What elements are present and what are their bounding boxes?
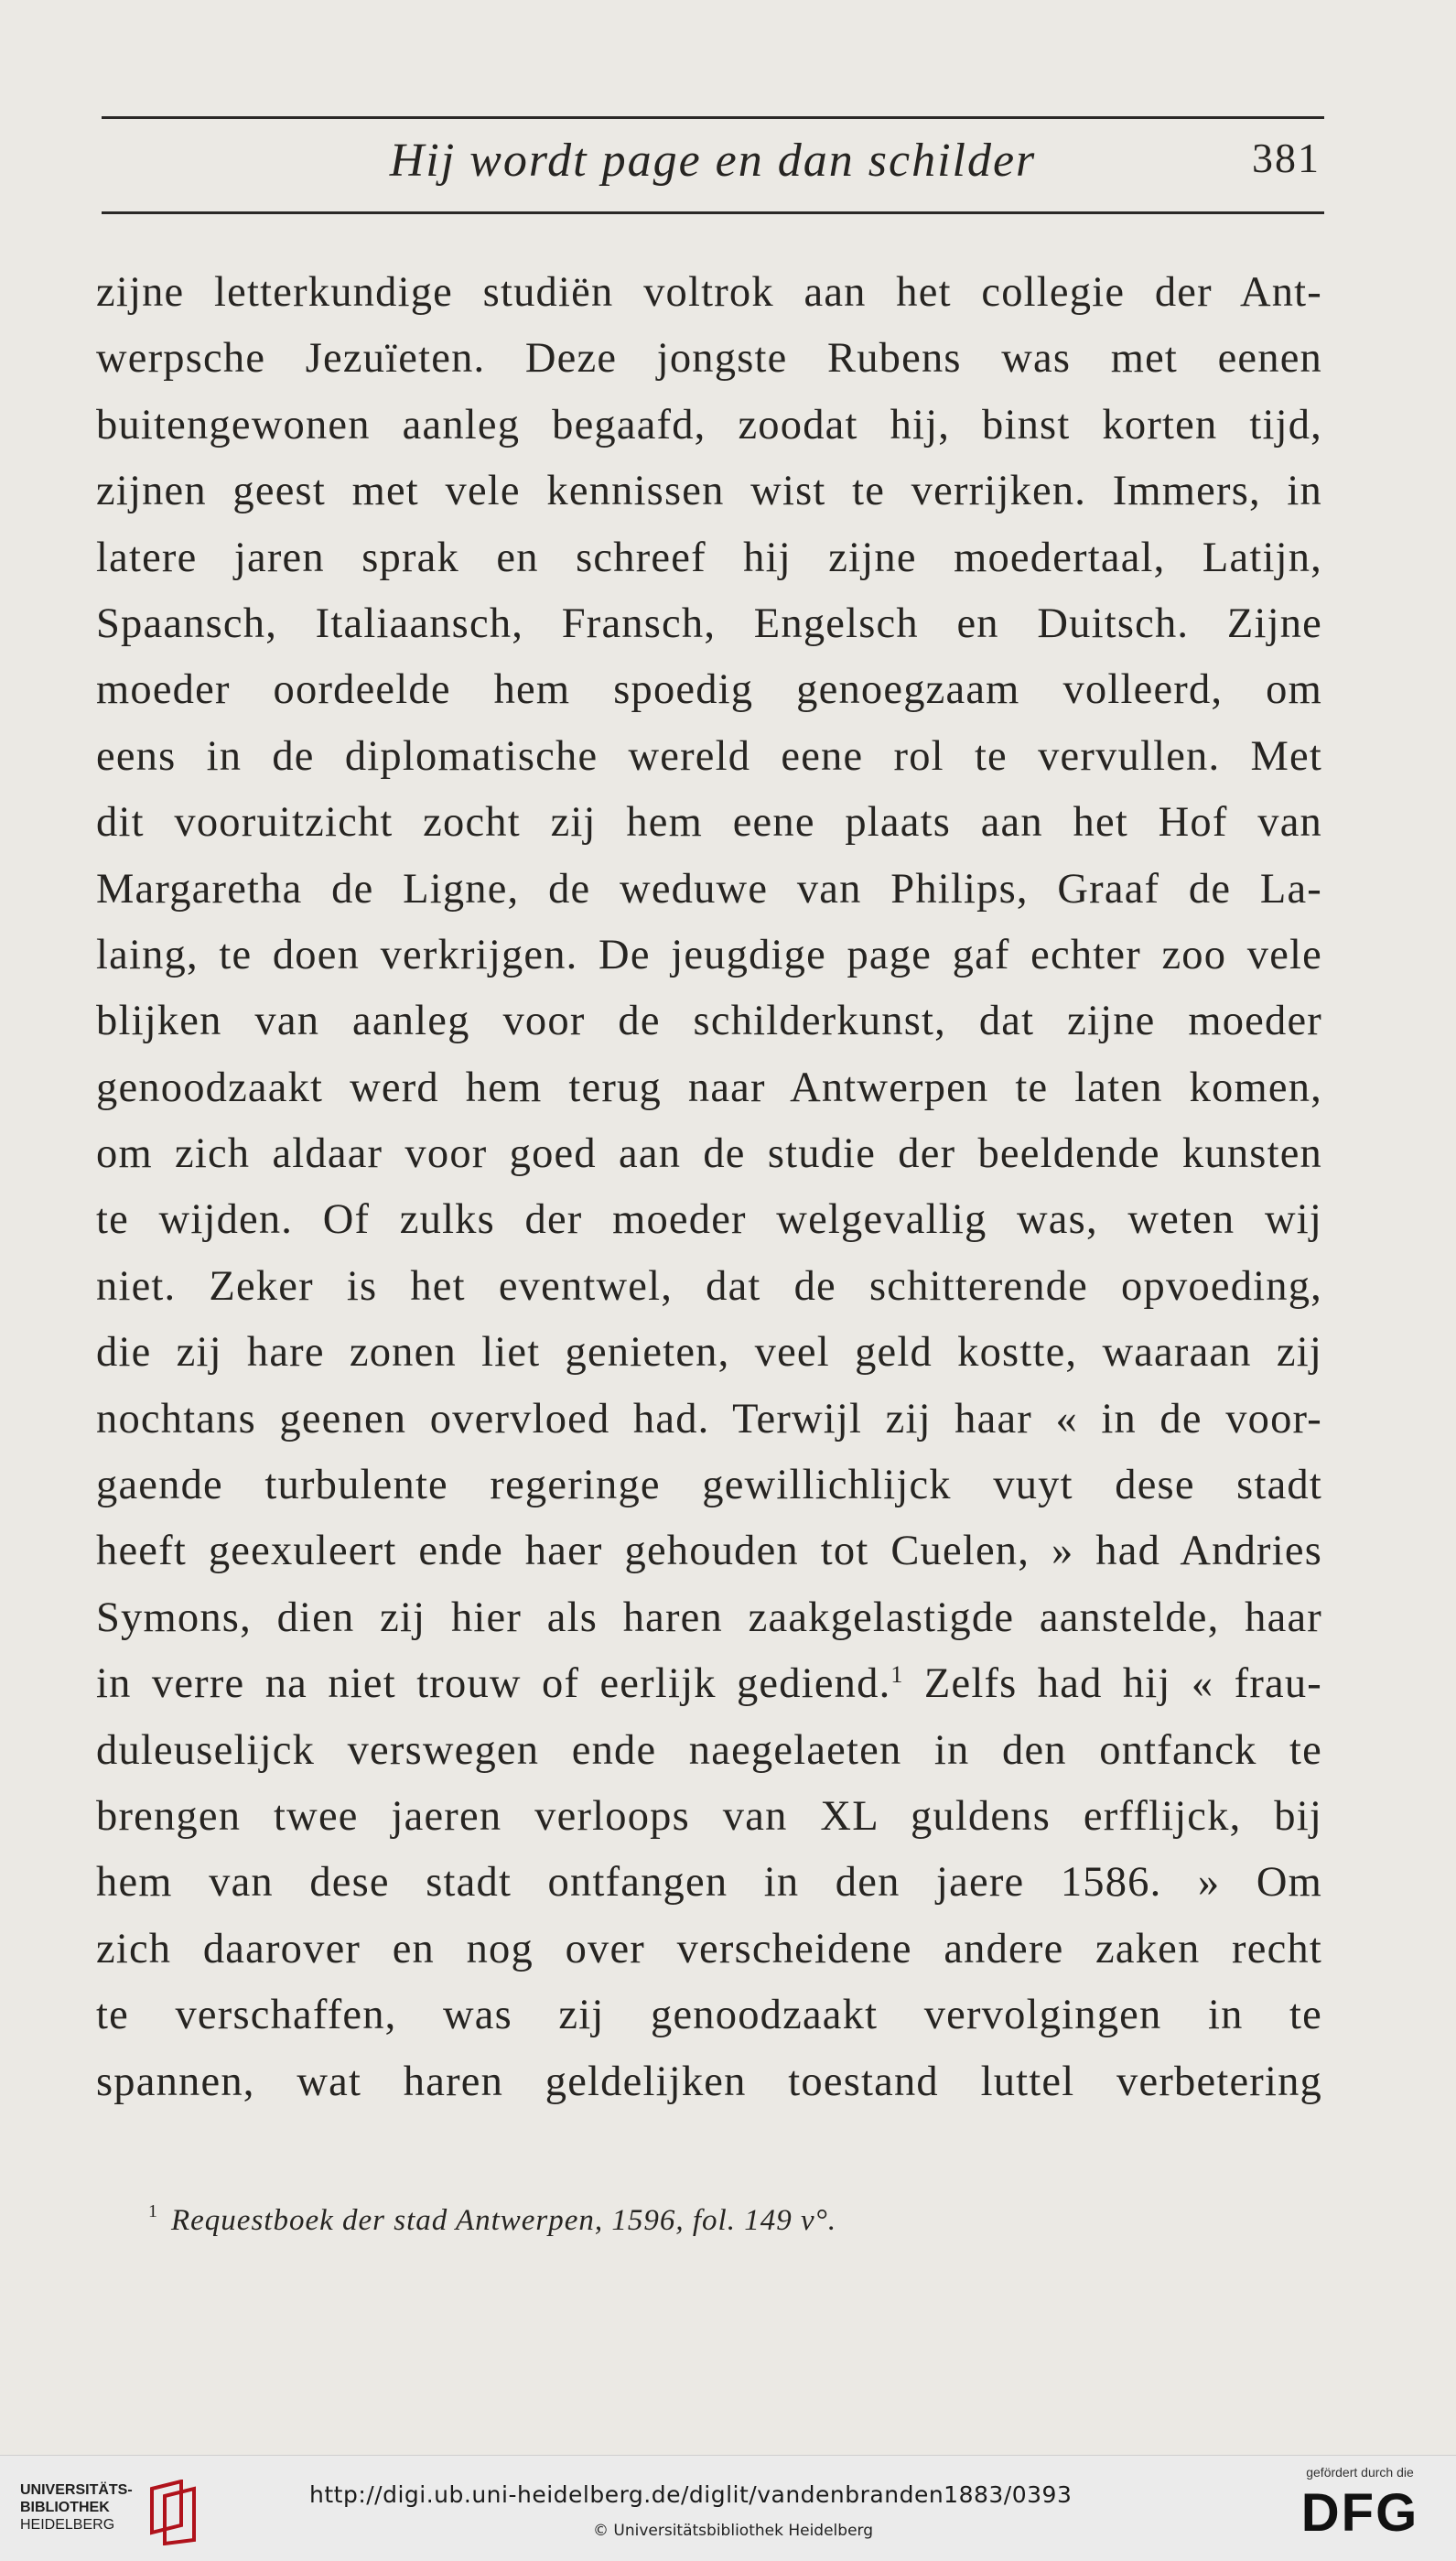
footnote (148, 2201, 1338, 2238)
text-line: hem van dese stadt ontfangen in den jaere 1586. » Om (96, 1859, 1322, 1907)
text-line-tail: Zelfs had hij « frau- (903, 1660, 1322, 1708)
text-line: die zij hare zonen liet genieten, veel geld kostte, waaraan zij (96, 1329, 1322, 1377)
text-line-with-footnote (96, 1651, 1322, 1717)
viewer-footer (0, 2455, 1456, 2561)
text-line: zijne letterkundige studiën voltrok aan het collegie der Ant- (96, 269, 1322, 316)
page-header (102, 126, 1324, 200)
text-line: niet. Zeker is het eventwel, dat de schitterende opvoeding, (96, 1262, 1322, 1310)
text-line: om zich aldaar voor goed aan de studie der beeldende kunsten (96, 1130, 1322, 1178)
text-line: blijken van aanleg voor de schilderkunst, dat zijne moeder (96, 998, 1322, 1045)
dfg-logo[interactable]: DFG (1300, 2483, 1419, 2543)
funded-by-label: gefördert durch die (1306, 2465, 1414, 2480)
text-line: latere jaren sprak en schreef hij zijne moedertaal, Latijn, (96, 534, 1322, 581)
text-line: spannen, wat haren geldelijken toestand luttel verbetering (96, 2058, 1322, 2105)
library-name-line2: BIBLIOTHEK (20, 2500, 110, 2515)
body-text (96, 260, 1322, 2115)
text-line: gaende turbulente regeringe gewillichlijck vuyt dese stadt (96, 1462, 1322, 1509)
text-line: brengen twee jaeren verloops van XL guldens erfflijck, bij (96, 1792, 1322, 1840)
text-line: dit vooruitzicht zocht zij hem eene plaats aan het Hof van (96, 799, 1322, 847)
library-name[interactable] (20, 2481, 133, 2534)
text-line: genoodzaakt werd hem terug naar Antwerpen te laten komen, (96, 1064, 1322, 1111)
text-line: Margaretha de Ligne, de weduwe van Philips, Graaf de La- (96, 865, 1322, 913)
library-name-line1: UNIVERSITÄTS- (20, 2482, 133, 2498)
text-line-head: in verre na niet trouw of eerlijk gediend. (96, 1660, 891, 1708)
text-line: zijnen geest met vele kennissen wist te verrijken. Immers, in (96, 468, 1322, 515)
text-line: te wijden. Of zulks der moeder welgevallig was, weten wij (96, 1196, 1322, 1244)
text-line: moeder oordeelde hem spoedig genoegzaam volleerd, om (96, 666, 1322, 714)
footnote-text: Requestboek der stad Antwerpen, 1596, fol. 149 v°. (171, 2204, 837, 2237)
text-line: Symons, dien zij hier als haren zaakgelastigde aanstelde, haar (96, 1594, 1322, 1641)
header-rule-top (102, 116, 1324, 119)
footnote-mark: 1 (148, 2201, 158, 2221)
footnote-reference[interactable]: 1 (890, 1661, 904, 1689)
text-line: laing, te doen verkrijgen. De jeugdige page gaf echter zoo vele (96, 931, 1322, 978)
text-line: werpsche Jezuïeten. Deze jongste Rubens was met eenen (96, 335, 1322, 383)
library-logo-icon[interactable] (145, 2480, 201, 2545)
page-number: 381 (1252, 135, 1321, 181)
text-line: nochtans geenen overvloed had. Terwijl zij haar « in de voor- (96, 1395, 1322, 1443)
library-name-line3: HEIDELBERG (20, 2517, 115, 2533)
text-line: duleuselijck verswegen ende naegelaeten in den ontfanck te (96, 1726, 1322, 1774)
text-line: zich daarover en nog over verscheidene andere zaken recht (96, 1925, 1322, 1972)
text-line: eens in de diplomatische wereld eene rol te vervullen. Met (96, 732, 1322, 780)
text-line: buitengewonen aanleg begaafd, zoodat hij, binst korten tijd, (96, 401, 1322, 448)
text-line: te verschaffen, was zij genoodzaakt vervolgingen in te (96, 1992, 1322, 2039)
running-title: Hij wordt page en dan schilder (389, 135, 1037, 187)
header-rule-bottom (102, 211, 1324, 214)
copyright-notice: © Universitätsbibliothek Heidelberg (593, 2522, 874, 2540)
text-line: heeft geexuleert ende haer gehouden tot Cuelen, » had Andries (96, 1528, 1322, 1575)
permalink-url[interactable]: http://digi.ub.uni-heidelberg.de/diglit/vandenbranden1883/0393 (309, 2481, 1073, 2508)
text-line: Spaansch, Italiaansch, Fransch, Engelsch en Duitsch. Zijne (96, 600, 1322, 647)
